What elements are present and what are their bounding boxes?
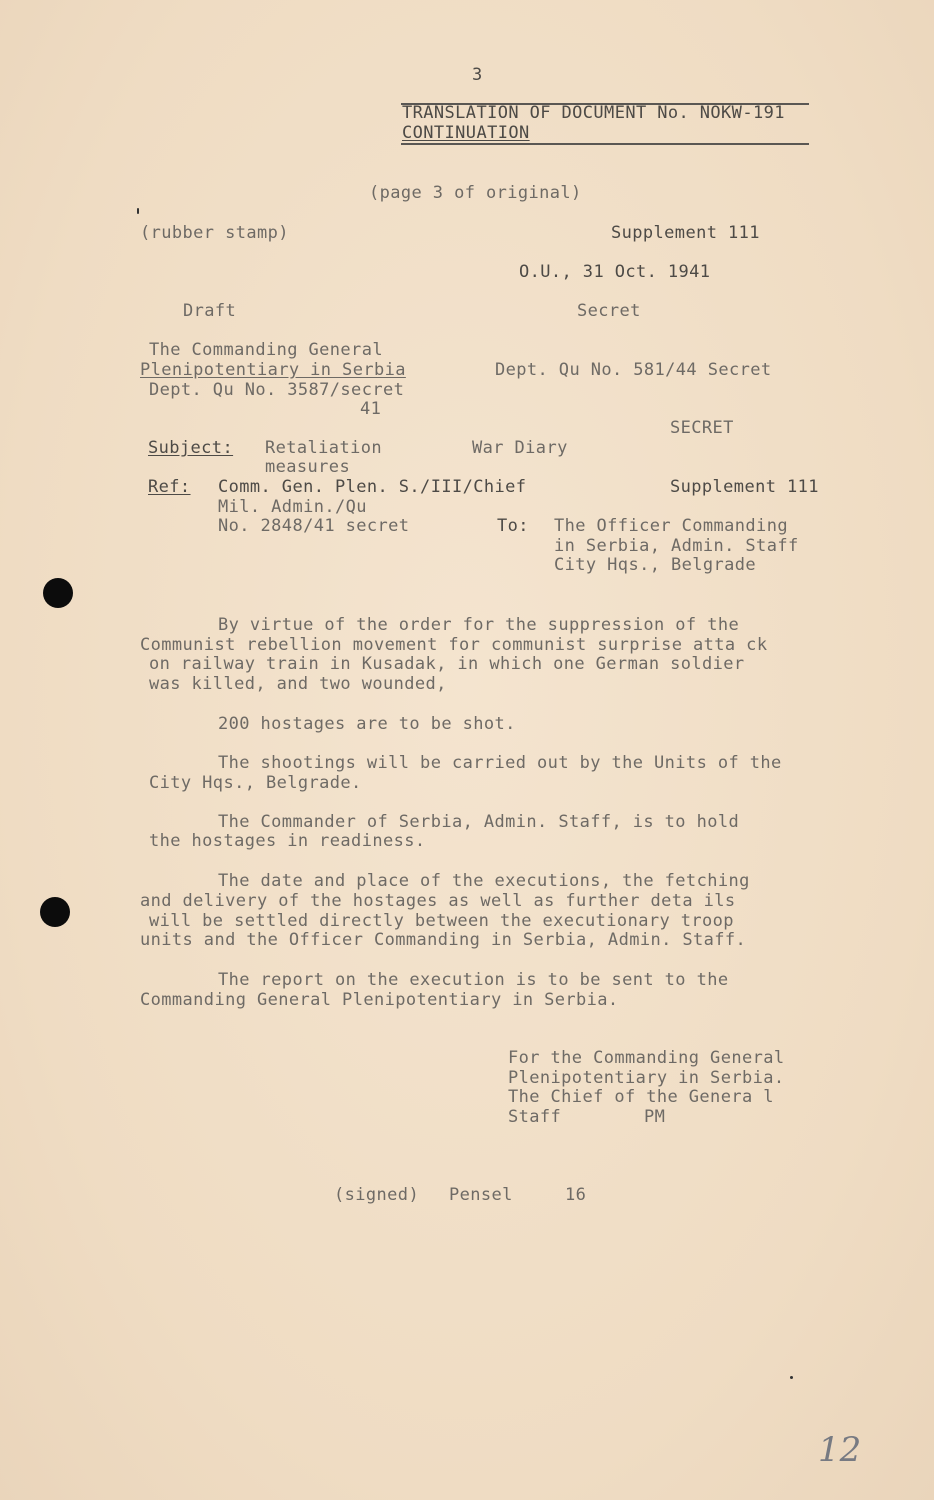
subject-text-2: measures xyxy=(265,457,351,477)
signed-label: (signed) xyxy=(334,1185,420,1205)
body-p5-line-4: units and the Officer Commanding in Serbia, Admin. Staff. xyxy=(140,930,747,950)
to-label: To: xyxy=(497,516,529,536)
body-p6-line-2: Commanding General Plenipotentiary in Serbia. xyxy=(140,990,619,1010)
place-date: O.U., 31 Oct. 1941 xyxy=(519,262,711,282)
body-p1-line-4: was killed, and two wounded, xyxy=(149,674,447,694)
rubber-stamp-note: (rubber stamp) xyxy=(140,223,289,243)
closing-line-1: For the Commanding General xyxy=(508,1048,785,1068)
to-line-3: City Hqs., Belgrade xyxy=(554,555,757,575)
sender-line-1: The Commanding General xyxy=(149,340,383,360)
header-rule-bottom xyxy=(401,143,809,145)
closing-line-2: Plenipotentiary in Serbia. xyxy=(508,1068,785,1088)
closing-line-4: Staff xyxy=(508,1107,562,1127)
to-line-1: The Officer Commanding xyxy=(554,516,788,536)
secret-label: Secret xyxy=(577,301,641,321)
body-p4-line-2: the hostages in readiness. xyxy=(149,831,426,851)
sender-line-4: 41 xyxy=(360,399,382,419)
header-line-2: CONTINUATION xyxy=(402,123,530,143)
war-diary-label: War Diary xyxy=(472,438,568,458)
body-p4-line-1: The Commander of Serbia, Admin. Staff, is to hold xyxy=(218,812,740,832)
body-p1-line-3: on railway train in Kusadak, in which one German soldier xyxy=(149,654,745,674)
page-number: 3 xyxy=(472,65,483,85)
ref-text-1: Comm. Gen. Plen. S./III/Chief xyxy=(218,477,527,497)
secret-caps: SECRET xyxy=(670,418,734,438)
body-p1-line-2: Communist rebellion movement for communist surprise atta ck xyxy=(140,635,768,655)
signed-name: Pensel xyxy=(449,1185,513,1205)
body-p2: 200 hostages are to be shot. xyxy=(218,714,516,734)
punch-hole-bottom xyxy=(40,897,70,927)
draft-label: Draft xyxy=(183,301,237,321)
ref-text-2: Mil. Admin./Qu xyxy=(218,497,367,517)
body-p6-line-1: The report on the execution is to be sent to the xyxy=(218,970,729,990)
body-p5-line-3: will be settled directly between the executionary troop xyxy=(149,911,734,931)
to-line-2: in Serbia, Admin. Staff xyxy=(554,536,799,556)
body-p5-line-2: and delivery of the hostages as well as further deta ils xyxy=(140,891,736,911)
ink-speck xyxy=(790,1376,793,1379)
handwritten-page-mark: 12 xyxy=(818,1430,862,1470)
body-p3-line-1: The shootings will be carried out by the Units of the xyxy=(218,753,782,773)
initials: PM xyxy=(644,1107,666,1127)
subject-label: Subject: xyxy=(148,438,234,458)
signed-number: 16 xyxy=(565,1185,587,1205)
body-p1-line-1: By virtue of the order for the suppression of the xyxy=(218,615,740,635)
page-of-original: (page 3 of original) xyxy=(369,183,582,203)
sender-line-3: Dept. Qu No. 3587/secret xyxy=(149,380,405,400)
ref-label: Ref: xyxy=(148,477,191,497)
ink-speck-2 xyxy=(137,208,139,214)
sender-line-2: Plenipotentiary in Serbia xyxy=(140,360,406,380)
dept-reference: Dept. Qu No. 581/44 Secret xyxy=(495,360,772,380)
punch-hole-top xyxy=(43,578,73,608)
ref-text-3: No. 2848/41 secret xyxy=(218,516,410,536)
body-p5-line-1: The date and place of the executions, the fetching xyxy=(218,871,750,891)
subject-text-1: Retaliation xyxy=(265,438,382,458)
body-p3-line-2: City Hqs., Belgrade. xyxy=(149,773,362,793)
header-line-1: TRANSLATION OF DOCUMENT No. NOKW-191 xyxy=(402,103,785,123)
supplement-right: Supplement 111 xyxy=(670,477,819,497)
supplement-top: Supplement 111 xyxy=(611,223,760,243)
closing-line-3: The Chief of the Genera l xyxy=(508,1087,774,1107)
